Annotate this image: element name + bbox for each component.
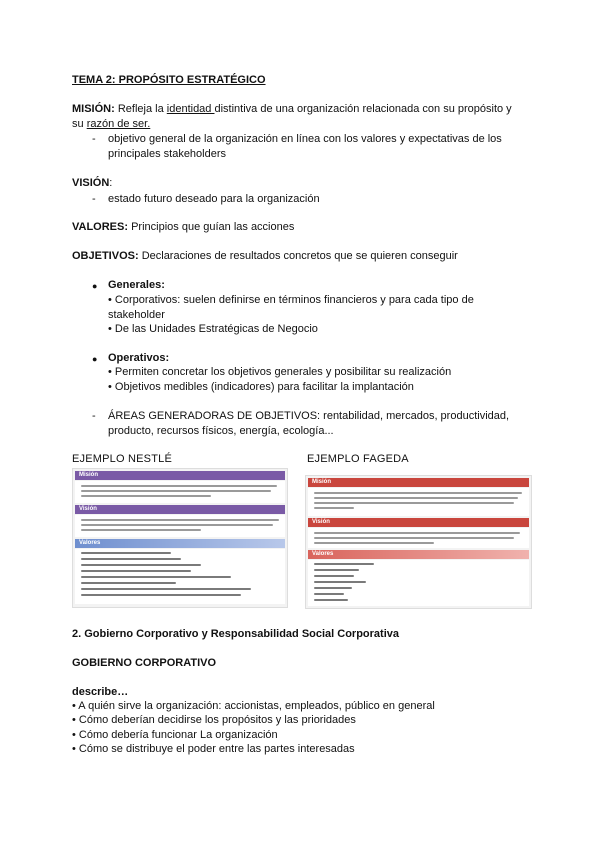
bullet-dot-icon: ● [92,281,98,291]
generales-line2: stakeholder [108,309,165,321]
list-item: • Cómo deberían decidirse los propósitos y las prioridades [72,714,356,726]
fageda-caption: EJEMPLO FAGEDA [307,453,409,465]
objetivos-paragraph [72,249,458,264]
valores-label: VALORES: [72,221,129,233]
vision-label: VISIÓN [72,177,110,189]
nestle-mision-bar: Misión [75,471,285,480]
areas-line1: ÁREAS GENERADORAS DE OBJETIVOS: rentabilidad, mercados, productividad, [108,410,510,422]
nestle-vision-bar: Visión [75,505,285,514]
generales-line1: • Corporativos: suelen definirse en términos financieros y para cada tipo de [108,294,474,306]
mision-text-a: Refleja la [117,103,167,115]
gobierno-subheading: GOBIERNO CORPORATIVO [72,657,217,669]
valores-paragraph [72,220,294,235]
nestle-slide-image [72,468,288,608]
mision-identidad: identidad [166,103,215,115]
list-item: • Cómo se distribuye el poder entre las partes interesadas [72,743,355,755]
valores-text: Principios que guían las acciones [131,221,295,233]
vision-dash: - [92,193,96,205]
mision-sub-line1: objetivo general de la organización en línea con los valores y expectativas de los [108,133,502,145]
nestle-valores-bar: Valores [75,539,285,548]
vision-colon: : [109,177,113,189]
page-title: TEMA 2: PROPÓSITO ESTRATÉGICO [72,74,266,86]
list-item: • A quién sirve la organización: accionistas, empleados, público en general [72,700,435,712]
mision-razon: razón de ser. [86,118,151,130]
mision-paragraph-line2 [72,117,150,132]
mision-sub-line2: principales stakeholders [108,148,227,160]
nestle-caption: EJEMPLO NESTLÉ [72,453,172,465]
mision-label: MISIÓN: [72,103,115,115]
objetivos-text: Declaraciones de resultados concretos que se quieren conseguir [141,250,458,262]
fageda-mision-bar: Misión [308,478,529,487]
operativos-title: Operativos: [108,352,170,364]
generales-title: Generales: [108,279,165,291]
vision-sub: estado futuro deseado para la organización [108,193,320,205]
areas-line2: producto, recursos físicos, energía, ecología... [108,425,334,437]
bullet-dot-icon: ● [92,354,98,364]
fageda-vision-bar: Visión [308,518,529,527]
objetivos-label: OBJETIVOS: [72,250,139,262]
mision-dash: - [92,133,96,145]
mision-text-b: distintiva de una organización relacionada con su propósito y [214,103,512,115]
operativos-line2: • Objetivos medibles (indicadores) para facilitar la implantación [108,381,414,393]
describe-label: describe… [72,686,129,698]
areas-dash: - [92,410,96,422]
fageda-valores-bar: Valores [308,550,529,559]
section2-heading: 2. Gobierno Corporativo y Responsabilidad Social Corporativa [72,628,400,640]
mision-paragraph [72,102,512,117]
mision-text-c: su [72,118,87,130]
fageda-slide-image [305,475,532,609]
vision-heading [72,176,112,191]
operativos-line1: • Permiten concretar los objetivos generales y posibilitar su realización [108,366,452,378]
generales-line3: • De las Unidades Estratégicas de Negocio [108,323,318,335]
list-item: • Cómo debería funcionar La organización [72,729,278,741]
